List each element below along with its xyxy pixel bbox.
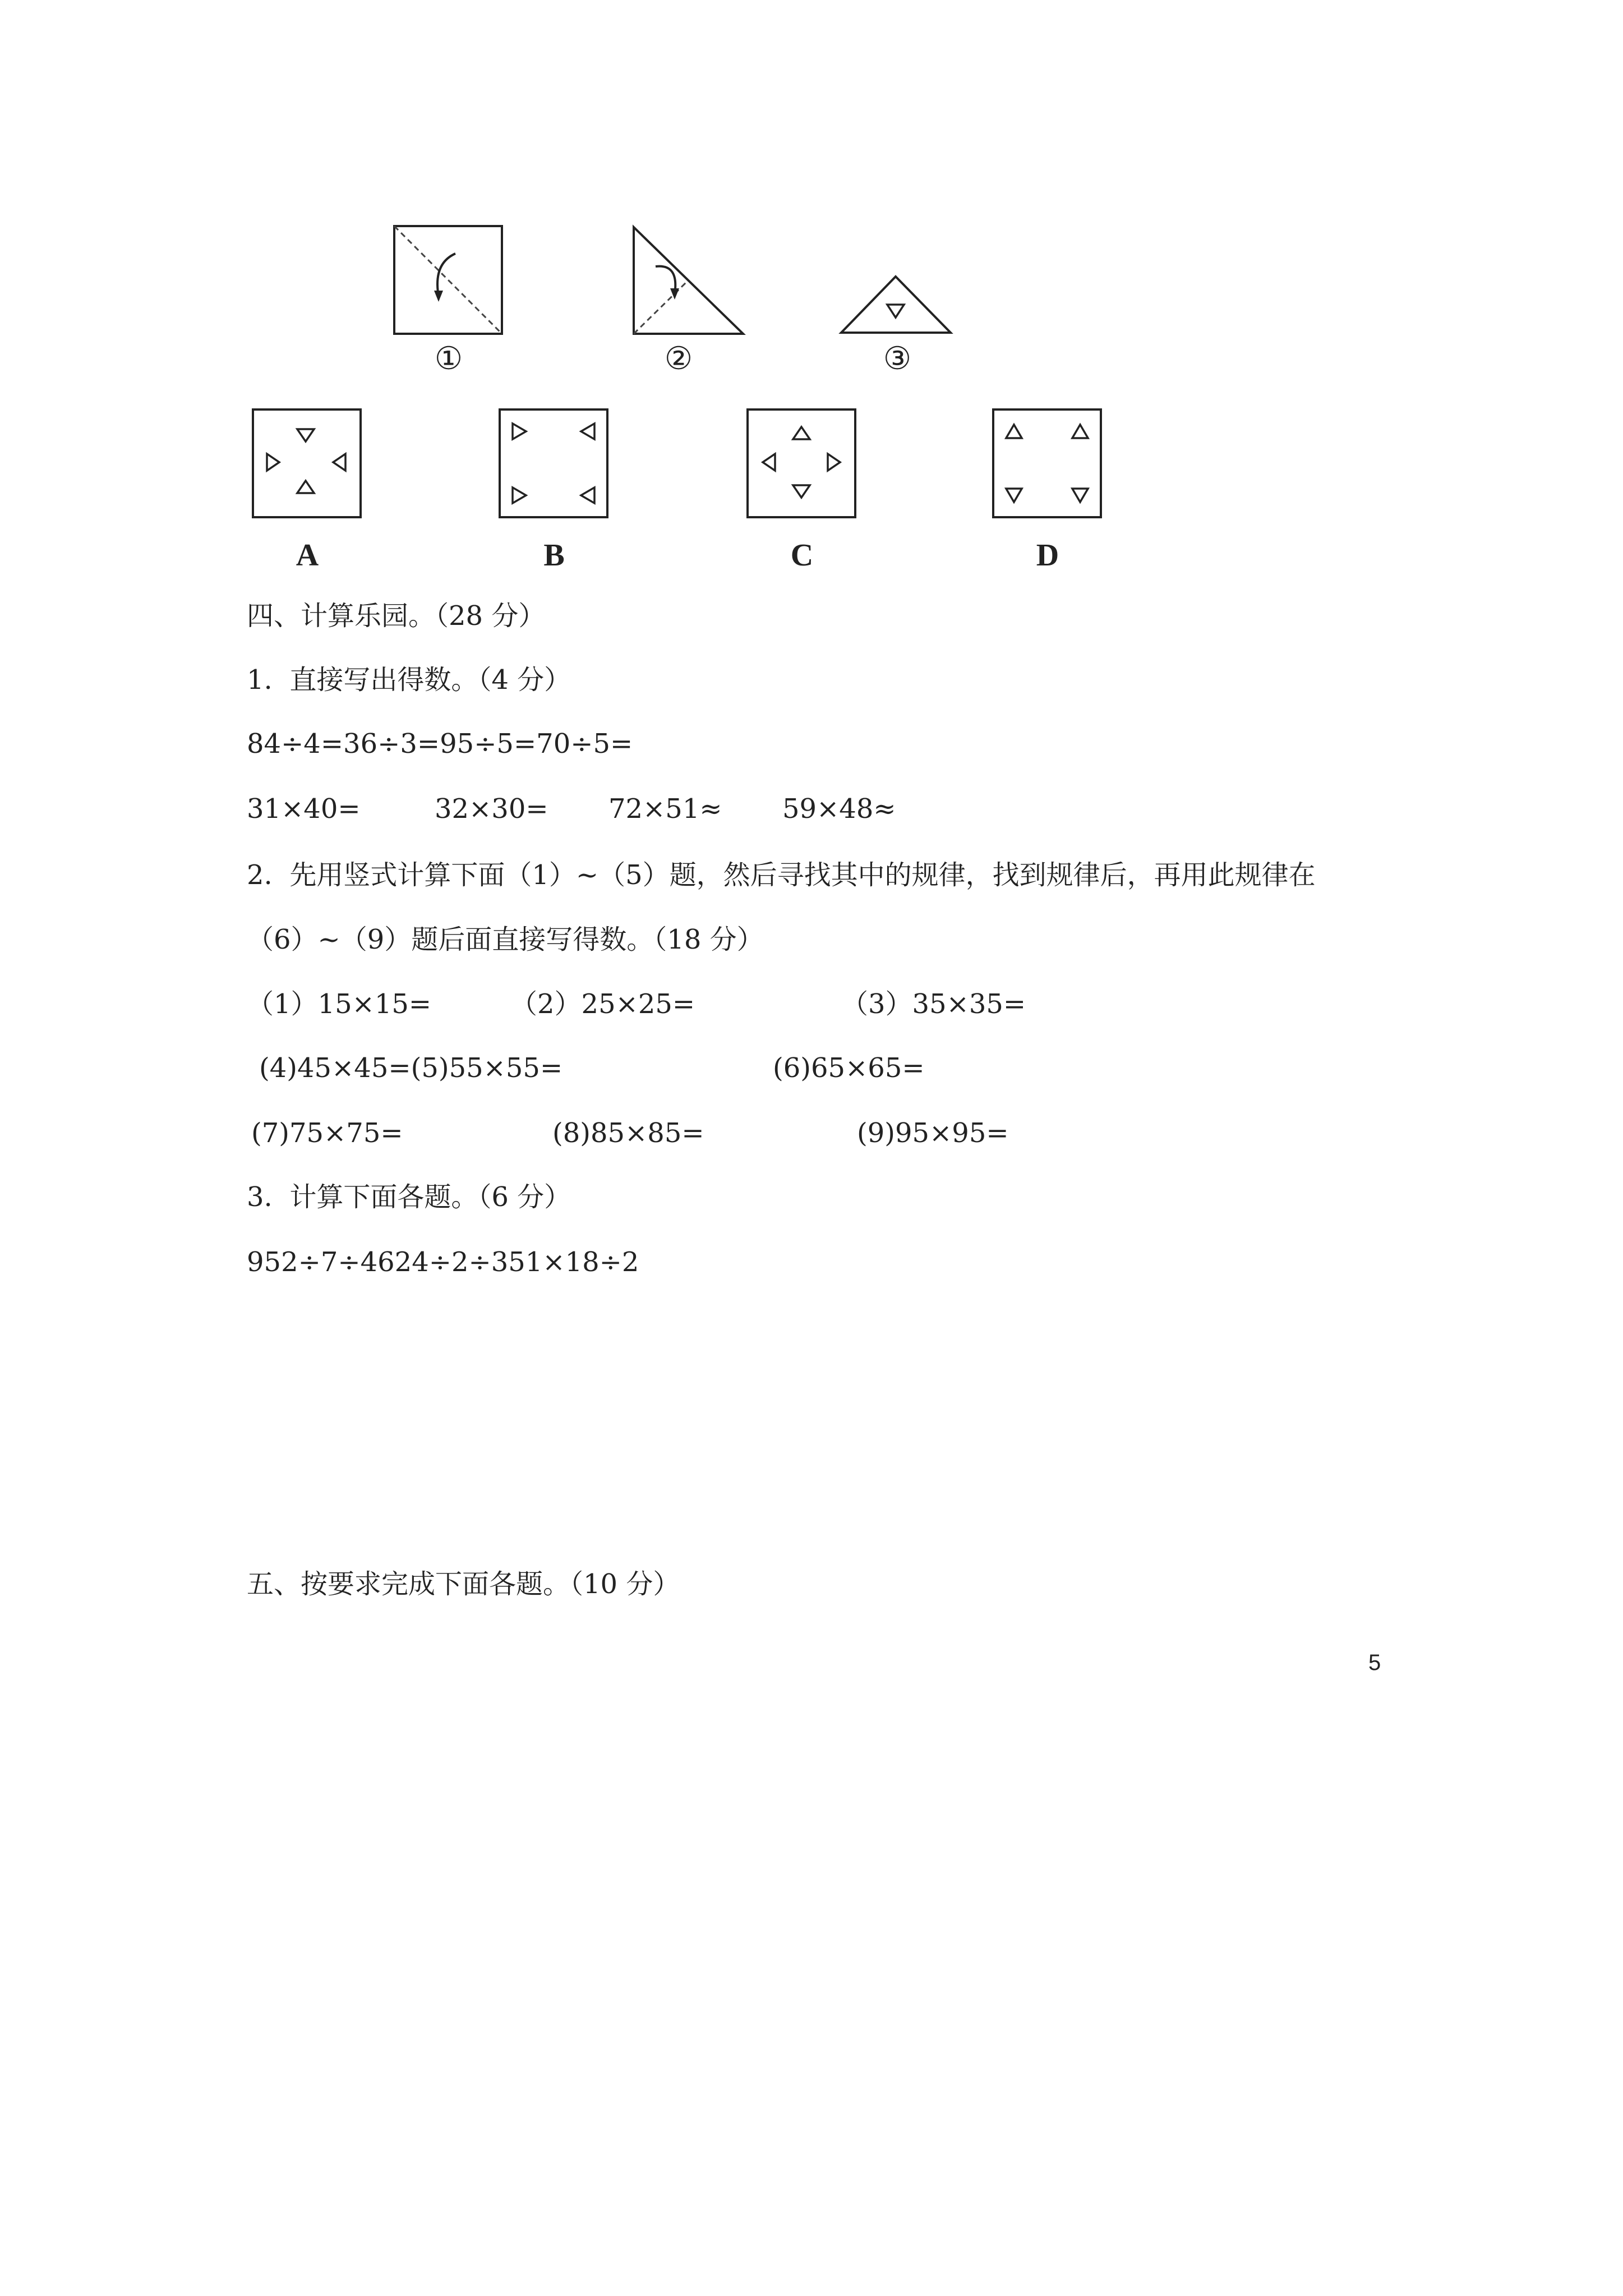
fold-step-1-label: ①: [434, 341, 463, 377]
question-1-title: 1. 直接写出得数。（4 分）: [247, 664, 571, 696]
question-2-title-line-2: （6）~（9）题后面直接写得数。（18 分）: [247, 924, 764, 955]
option-b-figure: [498, 408, 610, 520]
question-1-item: 32×30=: [435, 793, 548, 825]
option-b-label: B: [543, 538, 565, 573]
option-d-figure: [992, 408, 1104, 520]
fold-step-2-label: ②: [664, 341, 693, 377]
question-1-item: 59×48≈: [782, 793, 896, 825]
option-a-label: A: [296, 538, 319, 573]
question-1-row-1: 84÷4=36÷3=95÷5=70÷5=: [247, 728, 633, 760]
question-2-item: (6)65×65=: [773, 1052, 925, 1084]
question-2-item: (4)45×45=(5)55×55=: [259, 1052, 563, 1084]
question-1-item: 31×40=: [247, 793, 361, 825]
question-2-item: (7)75×75=: [251, 1117, 403, 1149]
option-d-label: D: [1036, 538, 1059, 573]
option-c-label: C: [790, 538, 814, 573]
fold-step-3-label: ③: [883, 341, 912, 377]
section-5-heading: 五、按要求完成下面各题。（10 分）: [247, 1568, 680, 1600]
option-a-figure: [251, 408, 363, 520]
question-2-item: (9)95×95=: [857, 1117, 1009, 1149]
question-2-title-line-1: 2. 先用竖式计算下面（1）~（5）题，然后寻找其中的规律，找到规律后，再用此规律在: [247, 859, 1316, 891]
option-c-figure: [746, 408, 858, 520]
question-2-item: （2）25×25=: [510, 988, 695, 1020]
question-3-title: 3. 计算下面各题。（6 分）: [247, 1181, 571, 1213]
page-number: 5: [1368, 1650, 1381, 1675]
question-3-row-1: 952÷7÷4624÷2÷351×18÷2: [247, 1246, 639, 1278]
fold-step-2-figure: [631, 224, 749, 337]
fold-step-3-figure: [838, 274, 953, 335]
question-2-item: (8)85×85=: [552, 1117, 704, 1149]
section-4-heading: 四、计算乐园。（28 分）: [247, 600, 546, 632]
question-2-item: （1）15×15=: [247, 988, 432, 1020]
fold-step-1-figure: [393, 224, 505, 337]
question-2-item: （3）35×35=: [841, 988, 1026, 1020]
question-1-item: 72×51≈: [608, 793, 722, 825]
